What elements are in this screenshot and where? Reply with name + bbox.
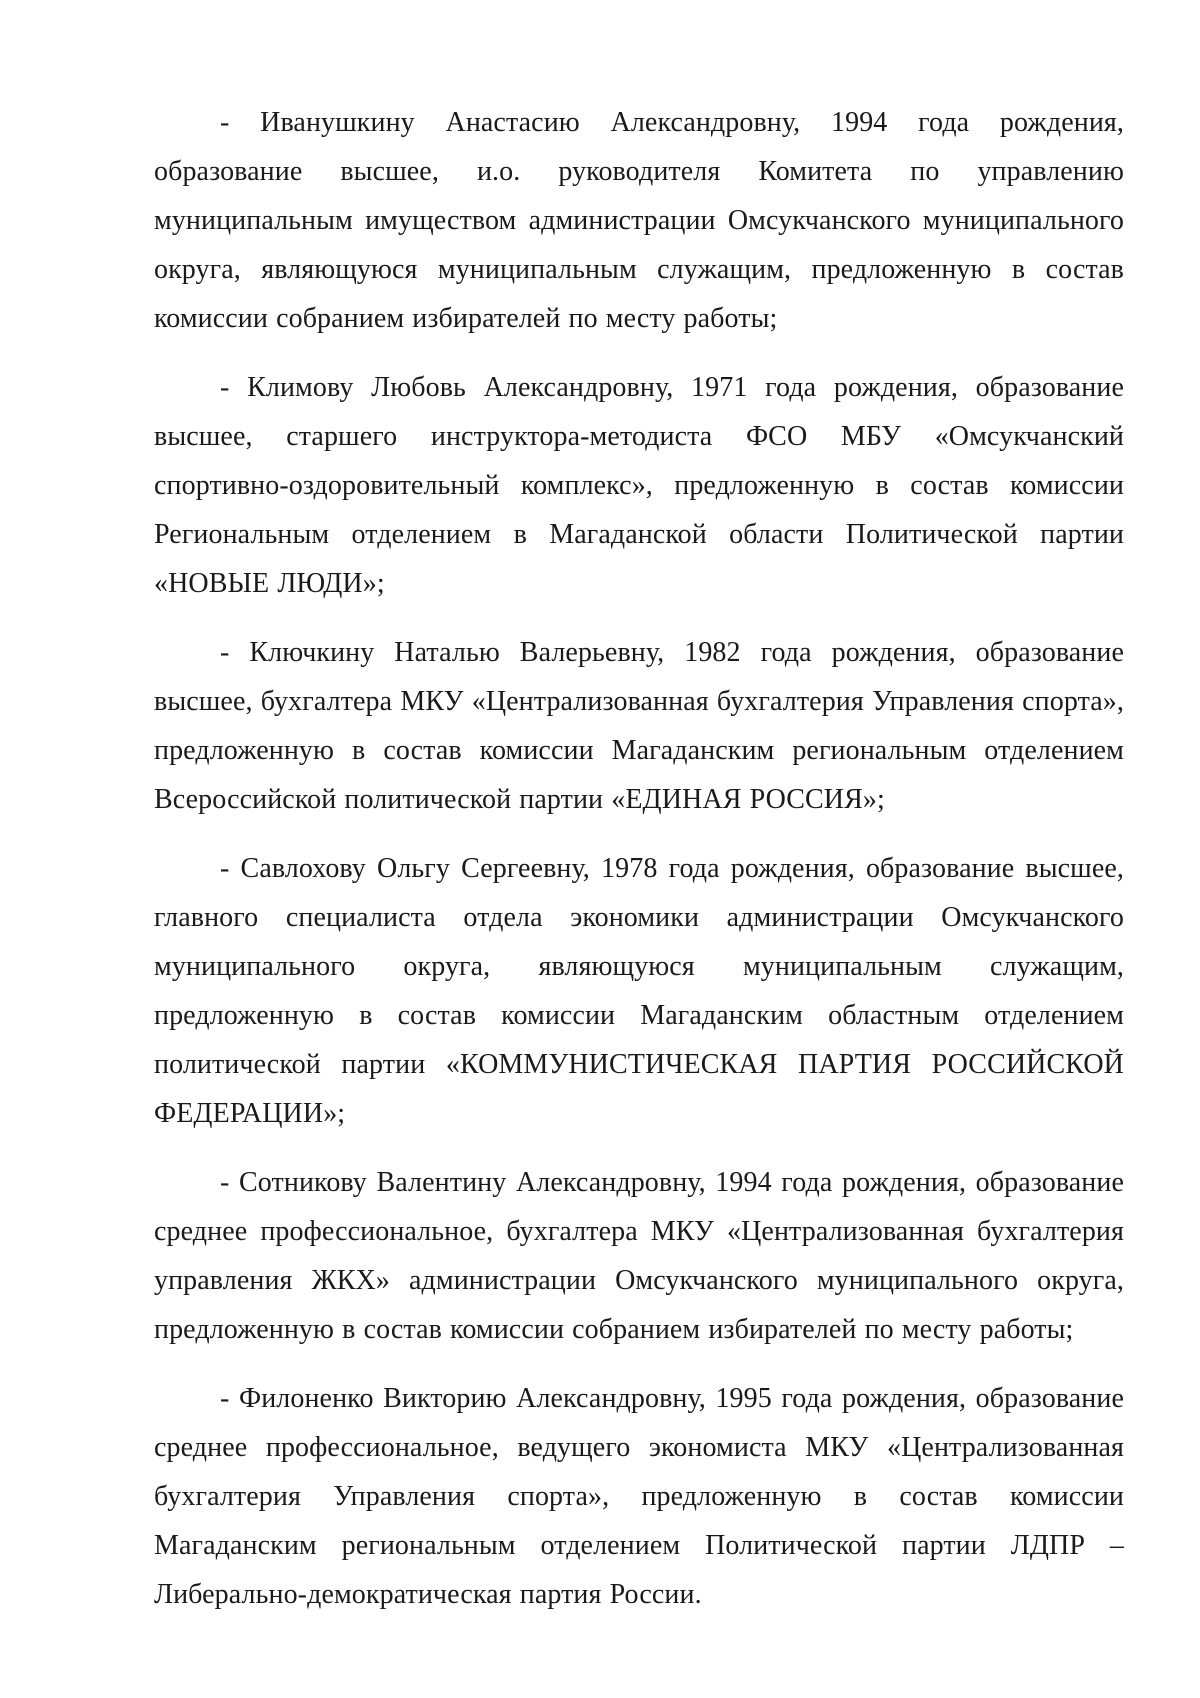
paragraph-text: - Климову Любовь Александровну, 1971 года рождения, образование высшее, старшего инструктора-методиста ФСО МБУ «Омсукчанский спортивно-оздоровительный комплекс», предложенную в состав комиссии Региональным отделением в Магаданской области Политической партии «НОВЫЕ ЛЮДИ»; [154, 372, 1124, 599]
paragraph-text: - Филоненко Викторию Александровну, 1995 года рождения, образование среднее профессиональное, ведущего экономиста МКУ «Централизованная бухгалтерия Управления спорта», предложенную в состав комиссии Магаданским региональным отделением Политической партии ЛДПР – Либерально-демократическая партия России. [154, 1383, 1124, 1610]
paragraph-text: - Иванушкину Анастасию Александровну, 1994 года рождения, образование высшее, и.о. руководителя Комитета по управлению муниципальным имуществом администрации Омсукчанского муниципального округа, являющуюся муниципальным служащим, предложенную в состав комиссии собранием избирателей по месту работы; [154, 107, 1124, 334]
paragraph-text: - Ключкину Наталью Валерьевну, 1982 года рождения, образование высшее, бухгалтера МКУ «Централизованная бухгалтерия Управления спорта», предложенную в состав комиссии Магаданским региональным отделением Всероссийской политической партии «ЕДИНАЯ РОССИЯ»; [154, 637, 1124, 815]
list-item [154, 628, 1124, 824]
paragraph-text: - Савлохову Ольгу Сергеевну, 1978 года рождения, образование высшее, главного специалиста отдела экономики администрации Омсукчанского муниципального округа, являющуюся муниципальным служащим, предложенную в состав комиссии Магаданским областным отделением политической партии «КОММУНИСТИЧЕСКАЯ ПАРТИЯ РОССИЙСКОЙ ФЕДЕРАЦИИ»; [154, 853, 1124, 1129]
list-item [154, 1374, 1124, 1619]
document-body [154, 98, 1124, 1639]
list-item [154, 1158, 1124, 1354]
paragraph-text: - Сотникову Валентину Александровну, 1994 года рождения, образование среднее профессиональное, бухгалтера МКУ «Централизованная бухгалтерия управления ЖКХ» администрации Омсукчанского муниципального округа, предложенную в состав комиссии собранием избирателей по месту работы; [154, 1167, 1124, 1345]
list-item [154, 844, 1124, 1138]
list-item [154, 363, 1124, 608]
list-item [154, 98, 1124, 343]
